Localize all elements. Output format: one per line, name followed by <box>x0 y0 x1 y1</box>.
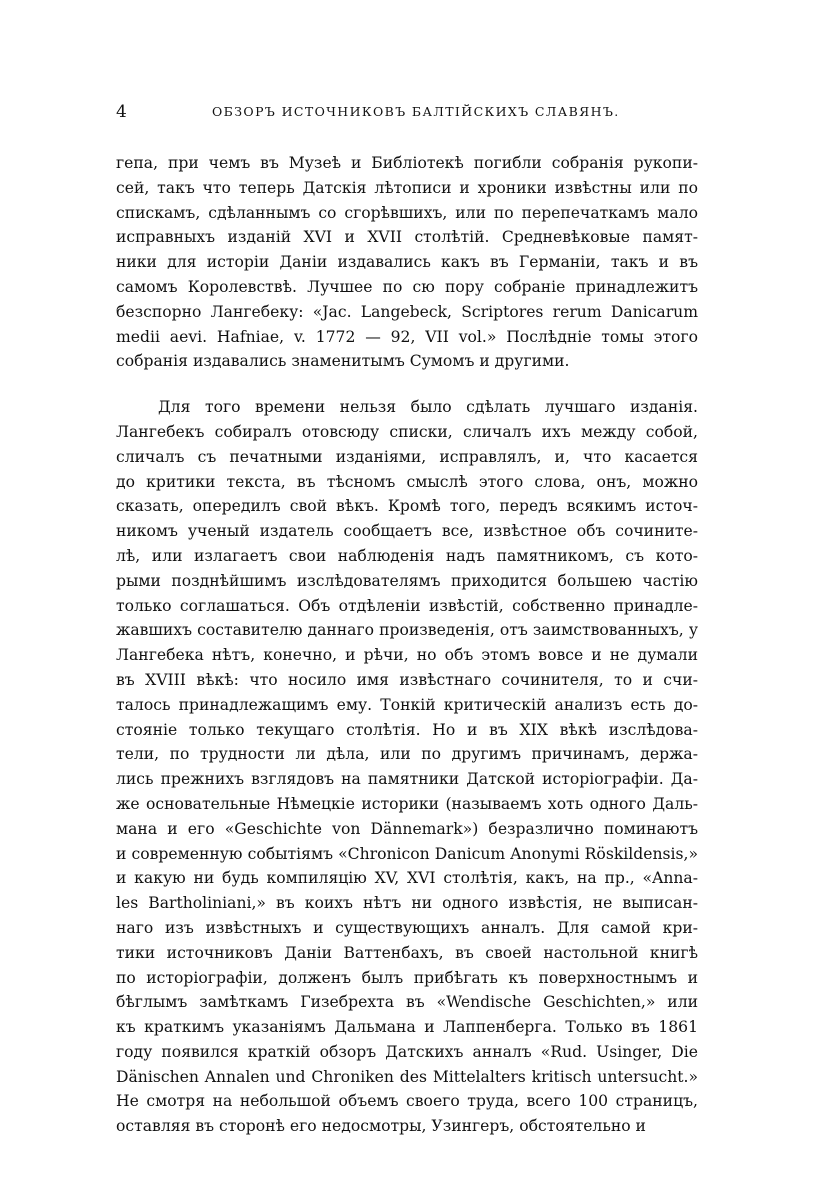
text-line: собранія издавались знаменитымъ Сумомъ и другими. <box>116 352 570 371</box>
text-line: Лангебека нѣтъ, конечно, и рѣчи, но объ этомъ вовсе и не думали <box>116 646 698 665</box>
text-line: въ XVIII вѣкѣ: что носило имя извѣстнаго сочинителя, то и счи- <box>116 670 698 689</box>
text-line: исправныхъ изданій XVI и XVII столѣтій. Средневѣковые памят- <box>116 228 698 247</box>
page-number: 4 <box>116 102 127 122</box>
text-line: лись прежнихъ взглядовъ на памятники Датской исторіографіи. Да- <box>116 770 698 789</box>
text-line: гепа, при чемъ въ Музеѣ и Библіотекѣ погибли собранія рукопи- <box>116 154 698 172</box>
text-line: до критики текста, въ тѣсномъ смыслѣ этого слова, онъ, можно <box>116 472 698 491</box>
text-line: бѣглымъ замѣткамъ Гизебрехта въ «Wendische Geschichten,» или <box>116 993 698 1012</box>
text-line: les Bartholiniani,» въ коихъ нѣтъ ни одного извѣстія, не выписан- <box>116 894 698 913</box>
text-line: medii aevi. Hafniae, v. 1772 — 92, VII vol.» Послѣдніе томы этого <box>116 327 698 346</box>
text-line: оставляя въ сторонѣ его недосмотры, Узингеръ, обстоятельно и <box>116 1117 646 1136</box>
text-line: никомъ ученый издатель сообщаетъ все, извѣстное объ сочините- <box>116 522 698 541</box>
text-line: Не смотря на небольшой объемъ своего труда, всего 100 страницъ, <box>116 1092 698 1111</box>
text-line: только соглашаться. Объ отдѣленіи извѣстій, собственно принадле- <box>116 596 698 615</box>
text-line: лѣ, или излагаетъ свои наблюденія надъ памятникомъ, съ кото- <box>116 546 698 565</box>
text-line: Для того времени нельзя было сдѣлать лучшаго изданія. <box>158 398 698 417</box>
text-line: рыми позднѣйшимъ изслѣдователямъ приходится большею частію <box>116 571 698 590</box>
running-title: ОБЗОРЪ ИСТОЧНИКОВЪ БАЛТІЙСКИХЪ СЛАВЯНЪ. <box>212 104 620 119</box>
paragraph <box>116 151 698 374</box>
text-line: самомъ Королевствѣ. Лучшее по сю пору собраніе принадлежитъ <box>116 277 698 296</box>
text-line: тели, по трудности ли дѣла, или по другимъ причинамъ, держа- <box>116 745 698 764</box>
text-line: мана и его «Geschichte von Dännemark») безразлично поминаютъ <box>116 819 698 838</box>
text-line: жавшихъ составителю даннаго произведенія, отъ заимствованныхъ, у <box>116 621 698 640</box>
text-line: Лангебекъ собиралъ отовсюду списки, сличалъ ихъ между собой, <box>116 422 698 441</box>
body-text <box>116 151 698 1139</box>
text-line: безспорно Лангебеку: «Jac. Langebeck, Scriptores rerum Danicarum <box>116 302 698 321</box>
text-line: ники для исторіи Даніи издавались какъ въ Германіи, такъ и въ <box>116 253 698 272</box>
text-line: же основательные Нѣмецкіе историки (называемъ хоть одного Даль- <box>116 794 698 813</box>
text-line: году появился краткій обзоръ Датскихъ анналъ «Rud. Usinger, Die <box>116 1042 698 1061</box>
text-line: и какую ни будь компиляцію XV, XVI столѣтія, какъ, на пр., «Anna- <box>116 869 698 888</box>
text-line: къ краткимъ указаніямъ Дальмана и Лаппенберга. Только въ 1861 <box>116 1018 698 1037</box>
text-line: сличалъ съ печатными изданіями, исправлялъ, и, что касается <box>116 447 698 466</box>
text-line: и современную событіямъ «Chronicon Danicum Anonymi Röskildensis,» <box>116 844 698 863</box>
text-line: сей, такъ что теперь Датскія лѣтописи и хроники извѣстны или по <box>116 178 698 197</box>
page-header <box>116 100 724 124</box>
text-line: стояніе только текущаго столѣтія. Но и въ XIX вѣкѣ изслѣдова- <box>116 720 698 739</box>
text-line: по исторіографіи, долженъ былъ прибѣгать къ поверхностнымъ и <box>116 968 698 987</box>
text-line: спискамъ, сдѣланнымъ со сгорѣвшихъ, или по перепечаткамъ мало <box>116 203 698 222</box>
text-line: сказать, опередилъ свой вѣкъ. Кромѣ того, передъ всякимъ источ- <box>116 497 698 516</box>
text-line: тики источниковъ Даніи Ваттенбахъ, въ своей настольной книгѣ <box>116 943 698 962</box>
text-line: талось принадлежащимъ ему. Тонкій критическій анализъ есть до- <box>116 695 698 714</box>
text-line: Dänischen Annalen und Chroniken des Mittelalters kritisch untersucht.» <box>116 1067 698 1086</box>
text-line: наго изъ извѣстныхъ и существующихъ анналъ. Для самой кри- <box>116 918 698 937</box>
paragraph <box>116 395 698 1139</box>
